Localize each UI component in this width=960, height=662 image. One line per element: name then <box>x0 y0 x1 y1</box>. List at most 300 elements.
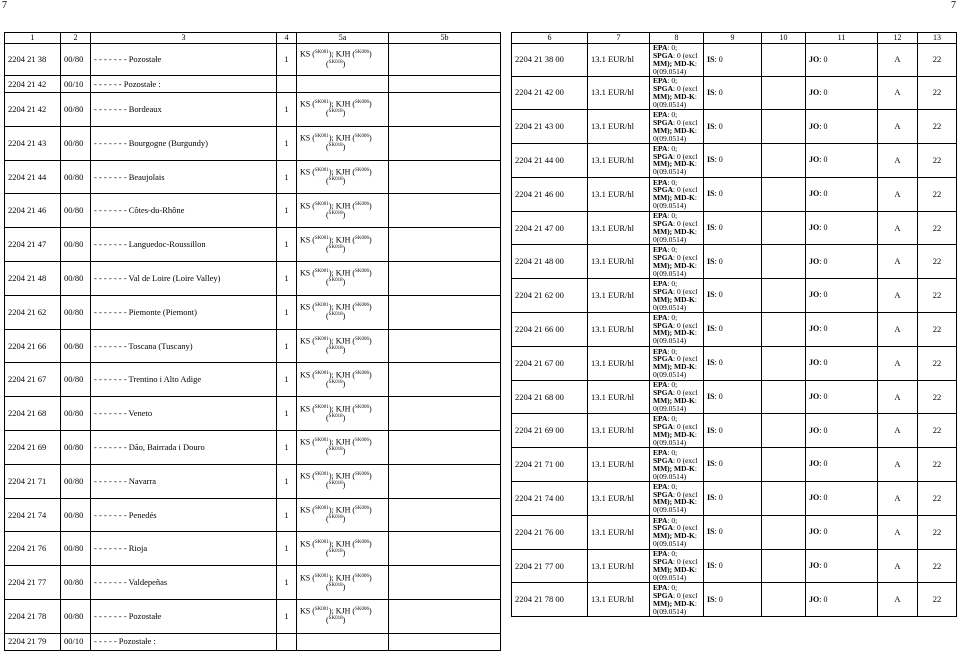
code-subline: ($^{SK018}$) <box>326 447 346 457</box>
col13-value: 22 <box>918 245 957 279</box>
epa-spga-cell <box>650 279 704 313</box>
col4-value: 1 <box>277 295 297 329</box>
spga-label: SPGA <box>653 523 674 533</box>
ks-ref: SK001 <box>314 50 329 56</box>
cn-code: 2204 21 42 <box>5 76 61 93</box>
ks-label: KS <box>300 437 311 447</box>
code-line: KS ($^{SK001}$); KJH ($^{SK006}$) <box>300 100 372 109</box>
jo-label: JO <box>809 324 820 334</box>
subdivision: 00/80 <box>61 194 91 228</box>
col10-empty <box>762 346 806 380</box>
cn-code: 2204 21 74 <box>5 498 61 532</box>
col5b-empty <box>389 566 501 600</box>
col4-value: 1 <box>277 464 297 498</box>
mm-label: MM); MD-K <box>653 429 695 439</box>
spga-value: : 0 (excl <box>673 50 698 60</box>
jo-cell <box>806 414 878 448</box>
epa-value: : 0; <box>667 380 678 390</box>
epa-value: : 0; <box>667 447 678 457</box>
col10-empty <box>762 549 806 583</box>
is-cell <box>704 346 762 380</box>
duty-rate: 13.1 EUR/hl <box>588 380 650 414</box>
description: - - - - - - - Bordeaux <box>91 93 277 127</box>
col5a-codes <box>297 498 389 532</box>
mm-label: MM); MD-K <box>653 159 695 169</box>
cn-code: 2204 21 38 <box>5 44 61 76</box>
duty-rate: 13.1 EUR/hl <box>588 346 650 380</box>
ks-ref: SK001 <box>314 134 329 140</box>
kjh-ref: SK006 <box>355 336 369 342</box>
code-subline: ($^{SK018}$) <box>326 345 346 355</box>
code-line: KS ($^{SK001}$); KJH ($^{SK006}$) <box>300 201 372 211</box>
description: - - - - - - - Valdepeñas <box>91 566 277 600</box>
col12-value: A <box>878 76 918 110</box>
code-line: KS ($^{SK001}$); KJH ($^{SK006}$) <box>300 50 372 60</box>
col12-value: A <box>878 482 918 516</box>
jo-label: JO <box>809 493 820 503</box>
epa-label: EPA <box>653 312 668 322</box>
mm-value: : <box>694 159 697 169</box>
col4-value: 1 <box>277 194 297 228</box>
right-table-row <box>512 279 957 313</box>
right-table-header <box>512 33 957 44</box>
is-value: : 0 <box>714 594 723 604</box>
epa-spga-cell <box>650 144 704 178</box>
kjh-label: KJH <box>335 471 351 481</box>
ks-ref: SK001 <box>314 472 329 478</box>
jo-value: : 0 <box>819 493 828 503</box>
code-subline: ($^{SK018}$) <box>326 413 346 423</box>
mm-label: MM); MD-K <box>653 598 695 608</box>
code-line: KS ($^{SK001}$); KJH ($^{SK006}$) <box>300 370 372 380</box>
is-value: : 0 <box>714 459 723 469</box>
duty-rate: 13.1 EUR/hl <box>588 76 650 110</box>
col4-value: 1 <box>277 363 297 397</box>
ks-ref: SK001 <box>314 100 329 106</box>
description: - - - - - - - Côtes-du-Rhône <box>91 194 277 228</box>
col5b-empty <box>389 194 501 228</box>
spga-label: SPGA <box>653 151 674 161</box>
jo-label: JO <box>809 560 820 570</box>
left-table-row <box>5 498 501 532</box>
kjh-label: KJH <box>335 404 351 414</box>
kjh-label: KJH <box>335 100 351 109</box>
epa-spga-cell <box>650 414 704 448</box>
sub-ref: SK018 <box>328 447 343 453</box>
spga-label: SPGA <box>653 185 674 195</box>
ks-label: KS <box>300 336 311 346</box>
jo-cell <box>806 583 878 617</box>
taric-code: 2204 21 48 00 <box>512 245 588 279</box>
col13-value: 22 <box>918 313 957 347</box>
col5b-empty <box>389 363 501 397</box>
code-subline: ($^{SK018}$) <box>326 379 346 389</box>
right-table-row <box>512 515 957 549</box>
code-line: KS ($^{SK001}$); KJH ($^{SK006}$) <box>300 302 372 312</box>
kjh-ref: SK006 <box>355 539 369 545</box>
col5b-empty <box>389 228 501 262</box>
col13-value: 22 <box>918 549 957 583</box>
jo-label: JO <box>809 358 820 368</box>
duty-rate: 13.1 EUR/hl <box>588 515 650 549</box>
jo-cell <box>806 110 878 144</box>
duty-rate: 13.1 EUR/hl <box>588 211 650 245</box>
subdivision: 00/10 <box>61 633 91 650</box>
taric-code: 2204 21 77 00 <box>512 549 588 583</box>
mm-label: MM); MD-K <box>653 396 695 406</box>
description: - - - - - - - Navarra <box>91 464 277 498</box>
left-table-row <box>5 363 501 397</box>
ks-label: KS <box>300 133 311 143</box>
cn-code: 2204 21 79 <box>5 633 61 650</box>
col5b-empty <box>389 295 501 329</box>
spga-value: : 0 (excl <box>673 286 698 296</box>
col5a-codes <box>297 430 389 464</box>
subdivision: 00/80 <box>61 464 91 498</box>
ks-ref: SK001 <box>314 370 329 376</box>
cn-code: 2204 21 66 <box>5 329 61 363</box>
description: - - - - - - - Pozostałe <box>91 599 277 633</box>
cn-code: 2204 21 44 <box>5 160 61 194</box>
taric-code: 2204 21 46 00 <box>512 177 588 211</box>
taric-code: 2204 21 42 00 <box>512 76 588 110</box>
kjh-ref: SK006 <box>355 100 369 106</box>
taric-code: 2204 21 74 00 <box>512 482 588 516</box>
col12-value: A <box>878 144 918 178</box>
kjh-ref: SK006 <box>355 303 369 309</box>
code-subline: ($^{SK018}$) <box>326 548 346 558</box>
epa-value: : 0; <box>667 346 678 356</box>
col13-value: 22 <box>918 380 957 414</box>
ks-label: KS <box>300 505 311 515</box>
code-subline: ($^{SK018}$) <box>326 176 346 186</box>
spga-value: : 0 (excl <box>673 354 698 364</box>
code-subline: ($^{SK018}$) <box>326 109 346 119</box>
col13-value: 22 <box>918 346 957 380</box>
code-line: KS ($^{SK001}$); KJH ($^{SK006}$) <box>300 606 372 616</box>
col5b-empty <box>389 498 501 532</box>
col5a-codes <box>297 633 389 650</box>
header-col-7: 7 <box>588 33 650 44</box>
mm-value: : <box>694 58 697 68</box>
mm-value: : <box>694 193 697 203</box>
cn-code: 2204 21 62 <box>5 295 61 329</box>
jo-value: : 0 <box>819 155 828 165</box>
kjh-label: KJH <box>335 505 351 515</box>
col12-value: A <box>878 313 918 347</box>
col4-value: 1 <box>277 566 297 600</box>
mm-value: : <box>694 125 697 135</box>
right-table-row <box>512 583 957 617</box>
col5a-codes <box>297 76 389 93</box>
ks-label: KS <box>300 167 311 177</box>
mm-label: MM); MD-K <box>653 125 695 135</box>
jo-label: JO <box>809 459 820 469</box>
jo-value: : 0 <box>819 290 828 300</box>
spga-label: SPGA <box>653 557 674 567</box>
is-label: IS <box>707 493 715 503</box>
epa-label: EPA <box>653 211 668 221</box>
taric-code: 2204 21 68 00 <box>512 380 588 414</box>
epa-label: EPA <box>653 481 668 491</box>
jo-cell <box>806 380 878 414</box>
kjh-label: KJH <box>335 437 351 447</box>
duty-rate: 13.1 EUR/hl <box>588 110 650 144</box>
col5b-empty <box>389 532 501 566</box>
jo-label: JO <box>809 121 820 131</box>
epa-spga-cell <box>650 44 704 77</box>
right-table-row <box>512 549 957 583</box>
jo-value: : 0 <box>819 459 828 469</box>
is-cell <box>704 110 762 144</box>
sub-ref: SK018 <box>328 413 343 419</box>
col13-value: 22 <box>918 144 957 178</box>
jo-value: : 0 <box>819 594 828 604</box>
ks-ref: SK001 <box>314 336 329 342</box>
sub-ref: SK018 <box>328 312 343 318</box>
sub-ref: SK018 <box>328 176 343 182</box>
is-label: IS <box>707 358 715 368</box>
subdivision: 00/80 <box>61 228 91 262</box>
spga-value: : 0 (excl <box>673 84 698 94</box>
date-line: 0(09.0514) <box>653 471 687 481</box>
date-line: 0(09.0514) <box>653 167 687 177</box>
duty-rate: 13.1 EUR/hl <box>588 245 650 279</box>
col12-value: A <box>878 549 918 583</box>
subdivision: 00/80 <box>61 430 91 464</box>
epa-value: : 0; <box>667 549 678 559</box>
description: - - - - - - Pozostałe : <box>91 76 277 93</box>
sub-ref: SK018 <box>328 481 343 487</box>
col5a-codes <box>297 126 389 160</box>
code-line: KS ($^{SK001}$); KJH ($^{SK006}$) <box>300 336 372 346</box>
page-number-right: 7 <box>951 0 956 11</box>
ks-label: KS <box>300 50 311 60</box>
header-col-6: 6 <box>512 33 588 44</box>
header-col-5a: 5a <box>297 33 389 44</box>
taric-code: 2204 21 62 00 <box>512 279 588 313</box>
is-value: : 0 <box>714 493 723 503</box>
col13-value: 22 <box>918 515 957 549</box>
cn-code: 2204 21 77 <box>5 566 61 600</box>
spga-label: SPGA <box>653 219 674 229</box>
spga-value: : 0 (excl <box>673 421 698 431</box>
header-col-13: 13 <box>918 33 957 44</box>
ks-ref: SK001 <box>314 539 329 545</box>
spga-value: : 0 (excl <box>673 117 698 127</box>
col5a-codes <box>297 194 389 228</box>
left-table-row <box>5 430 501 464</box>
left-table-row <box>5 76 501 93</box>
col5a-codes <box>297 464 389 498</box>
code-line: KS ($^{SK001}$); KJH ($^{SK006}$) <box>300 573 372 583</box>
epa-label: EPA <box>653 143 668 153</box>
duty-rate: 13.1 EUR/hl <box>588 583 650 617</box>
spga-label: SPGA <box>653 489 674 499</box>
col12-value: A <box>878 44 918 77</box>
cn-code: 2204 21 78 <box>5 599 61 633</box>
jo-label: JO <box>809 425 820 435</box>
jo-cell <box>806 245 878 279</box>
col10-empty <box>762 380 806 414</box>
sub-ref: SK018 <box>328 379 343 385</box>
kjh-ref: SK006 <box>355 235 369 241</box>
col10-empty <box>762 211 806 245</box>
jo-label: JO <box>809 527 820 537</box>
kjh-label: KJH <box>335 336 351 346</box>
epa-value: : 0; <box>667 583 678 593</box>
kjh-label: KJH <box>335 268 351 278</box>
jo-label: JO <box>809 155 820 165</box>
col12-value: A <box>878 380 918 414</box>
taric-code: 2204 21 38 00 <box>512 44 588 77</box>
col4-value: 1 <box>277 532 297 566</box>
col4-value: 1 <box>277 599 297 633</box>
col12-value: A <box>878 279 918 313</box>
description: - - - - - - - Val de Loire (Loire Valley) <box>91 261 277 295</box>
kjh-ref: SK006 <box>355 472 369 478</box>
col10-empty <box>762 414 806 448</box>
epa-label: EPA <box>653 278 668 288</box>
right-table-row <box>512 245 957 279</box>
spga-label: SPGA <box>653 455 674 465</box>
jo-cell <box>806 76 878 110</box>
col12-value: A <box>878 346 918 380</box>
col5b-empty <box>389 633 501 650</box>
right-table-row <box>512 482 957 516</box>
is-cell <box>704 380 762 414</box>
date-line: 0(09.0514) <box>653 437 687 447</box>
description: - - - - - - - Veneto <box>91 397 277 431</box>
code-subline: ($^{SK018}$) <box>326 480 346 490</box>
epa-label: EPA <box>653 346 668 356</box>
spga-label: SPGA <box>653 117 674 127</box>
jo-cell <box>806 515 878 549</box>
epa-label: EPA <box>653 109 668 119</box>
code-subline: ($^{SK018}$) <box>326 582 346 592</box>
mm-label: MM); MD-K <box>653 91 695 101</box>
col5a-codes <box>297 93 389 127</box>
jo-cell <box>806 448 878 482</box>
subdivision: 00/80 <box>61 295 91 329</box>
right-table-row <box>512 144 957 178</box>
jo-label: JO <box>809 391 820 401</box>
description: - - - - - - - Penedés <box>91 498 277 532</box>
jo-value: : 0 <box>819 391 828 401</box>
epa-label: EPA <box>653 177 668 187</box>
epa-spga-cell <box>650 482 704 516</box>
col4-value: 1 <box>277 329 297 363</box>
col5a-codes <box>297 397 389 431</box>
cn-code: 2204 21 46 <box>5 194 61 228</box>
spga-label: SPGA <box>653 84 674 94</box>
is-cell <box>704 448 762 482</box>
ks-ref: SK001 <box>314 303 329 309</box>
code-subline: ($^{SK018}$) <box>326 514 346 524</box>
kjh-label: KJH <box>335 606 351 616</box>
is-label: IS <box>707 155 715 165</box>
spga-label: SPGA <box>653 354 674 364</box>
epa-label: EPA <box>653 447 668 457</box>
col10-empty <box>762 279 806 313</box>
subdivision: 00/80 <box>61 397 91 431</box>
date-line: 0(09.0514) <box>653 133 687 143</box>
is-label: IS <box>707 527 715 537</box>
left-table-row <box>5 464 501 498</box>
duty-rate: 13.1 EUR/hl <box>588 482 650 516</box>
kjh-ref: SK006 <box>355 404 369 410</box>
col5a-codes <box>297 44 389 76</box>
is-cell <box>704 414 762 448</box>
spga-value: : 0 (excl <box>673 253 698 262</box>
right-table-row <box>512 76 957 110</box>
col5a-codes <box>297 599 389 633</box>
is-cell <box>704 76 762 110</box>
cn-code: 2204 21 43 <box>5 126 61 160</box>
right-table-row <box>512 211 957 245</box>
sub-ref: SK018 <box>328 59 343 65</box>
cn-code: 2204 21 48 <box>5 261 61 295</box>
jo-label: JO <box>809 222 820 232</box>
kjh-label: KJH <box>335 539 351 549</box>
right-table-row <box>512 448 957 482</box>
kjh-ref: SK006 <box>355 370 369 376</box>
cn-code: 2204 21 47 <box>5 228 61 262</box>
mm-value: : <box>694 565 697 575</box>
cn-code: 2204 21 76 <box>5 532 61 566</box>
epa-value: : 0; <box>667 43 678 52</box>
col5a-codes <box>297 228 389 262</box>
col12-value: A <box>878 245 918 279</box>
spga-value: : 0 (excl <box>673 455 698 465</box>
is-label: IS <box>707 222 715 232</box>
col10-empty <box>762 583 806 617</box>
epa-spga-cell <box>650 583 704 617</box>
date-line: 0(09.0514) <box>653 302 687 312</box>
is-cell <box>704 515 762 549</box>
cn-code: 2204 21 69 <box>5 430 61 464</box>
ks-label: KS <box>300 471 311 481</box>
code-subline: ($^{SK018}$) <box>326 59 346 69</box>
spga-value: : 0 (excl <box>673 219 698 229</box>
page-number-left: 7 <box>2 0 7 11</box>
is-value: : 0 <box>714 121 723 131</box>
epa-spga-cell <box>650 549 704 583</box>
ks-ref: SK001 <box>314 505 329 511</box>
col5b-empty <box>389 93 501 127</box>
is-cell <box>704 177 762 211</box>
is-value: : 0 <box>714 87 723 97</box>
epa-value: : 0; <box>667 211 678 221</box>
left-table-row <box>5 261 501 295</box>
description: - - - - - - - Bourgogne (Burgundy) <box>91 126 277 160</box>
sub-ref: SK018 <box>328 616 343 622</box>
col5b-empty <box>389 329 501 363</box>
kjh-ref: SK006 <box>355 269 369 275</box>
date-line: 0(09.0514) <box>653 99 687 109</box>
ks-ref: SK001 <box>314 438 329 444</box>
subdivision: 00/80 <box>61 261 91 295</box>
ks-label: KS <box>300 302 311 312</box>
epa-label: EPA <box>653 380 668 390</box>
col10-empty <box>762 110 806 144</box>
subdivision: 00/80 <box>61 363 91 397</box>
jo-cell <box>806 144 878 178</box>
is-value: : 0 <box>714 324 723 334</box>
ks-ref: SK001 <box>314 404 329 410</box>
header-col-3: 3 <box>91 33 277 44</box>
epa-label: EPA <box>653 76 668 86</box>
